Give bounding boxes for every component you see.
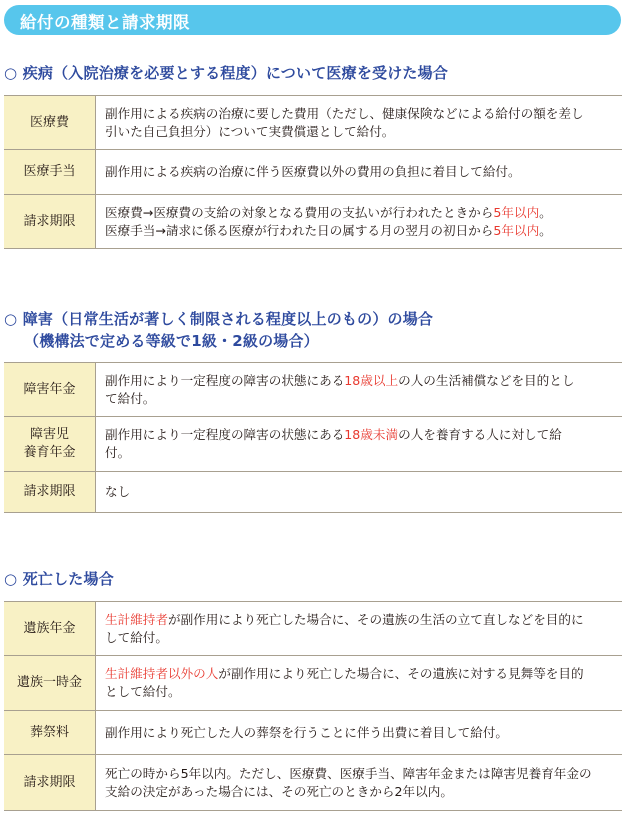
table-row-claim-deadline: [4, 195, 622, 249]
table-row-medical-expenses: [4, 96, 622, 150]
row-label: 医療手当: [4, 150, 96, 194]
table-row-medical-allowance: [4, 150, 622, 195]
row-label: 請求期限: [4, 195, 96, 248]
page-title: 給付の種類と請求期限: [20, 13, 190, 32]
table-row-survivor-pension: [4, 602, 622, 656]
row-label: 葬祭料: [4, 711, 96, 754]
row-description: 副作用による疾病の治療に伴う医療費以外の費用の負担に着目して給付。: [105, 164, 521, 179]
recipient-highlight: 生計維持者以外の人: [105, 666, 219, 681]
row-label: 遺族年金: [4, 602, 96, 655]
section-heading-death: ○ 死亡した場合: [4, 570, 114, 588]
section-heading-illness: ○ 疾病（入院治療を必要とする程度）について医療を受けた場合: [4, 64, 449, 82]
row-label: 医療費: [4, 96, 96, 149]
age-highlight: 18歳以上: [344, 372, 399, 388]
section-heading-disability: ○ 障害（日常生活が著しく制限される程度以上のもの）の場合 （機構法で定める等級で1級・2級の場合）: [4, 310, 434, 350]
row-description: 副作用により一定程度の障害の状態にある18歳未満の人を養育する人に対して給 付。: [105, 427, 562, 460]
row-description: 生計維持者が副作用により死亡した場合に、その遺族の生活の立て直しなどを目的に して給付。: [105, 611, 584, 645]
row-description: 副作用により一定程度の障害の状態にある18歳以上の人の生活補償などを目的とし て給付。: [105, 372, 575, 406]
table-row-claim-deadline: [4, 755, 622, 811]
section-illness: [4, 62, 622, 249]
row-label: 障害児 養育年金: [4, 417, 96, 471]
row-label: 請求期限: [4, 755, 96, 810]
row-description: 副作用により死亡した人の葬祭を行うことに伴う出費に着目して給付。: [105, 724, 508, 740]
row-label: 障害年金: [4, 363, 96, 416]
title-banner: [4, 5, 621, 35]
row-label: 請求期限: [4, 472, 96, 512]
table-row-funeral-expenses: [4, 711, 622, 755]
table-row-disability-pension: [4, 363, 622, 417]
row-description: 医療費→医療費の支給の対象となる費用の支払いが行われたときから5年以内。 医療手当→請求に係る医療が行われた日の属する月の翌月の初日から5年以内。: [105, 204, 552, 238]
age-highlight: 18歳未満: [344, 427, 399, 442]
deadline-highlight: 5年以内: [493, 204, 540, 220]
row-description: 生計維持者以外の人が副作用により死亡した場合に、その遺族に対する見舞等を目的 として給付。: [105, 666, 584, 699]
recipient-highlight: 生計維持者: [105, 611, 168, 627]
table-row-claim-deadline: [4, 472, 622, 513]
row-label: 遺族一時金: [4, 656, 96, 710]
row-description: 副作用による疾病の治療に要した費用（ただし、健康保険などによる給付の額を差し 引いた自己負担分）について実費償還として給付。: [105, 105, 584, 139]
table-row-survivor-lump-sum: [4, 656, 622, 711]
row-description: なし: [105, 484, 131, 499]
row-description: 死亡の時から5年以内。ただし、医療費、医療手当、障害年金または障害児養育年金の 支給の決定があった場合には、その死亡のときから2年以内。: [105, 765, 592, 799]
section-disability: [4, 308, 622, 513]
table-illness: [4, 95, 622, 249]
table-row-child-pension: [4, 417, 622, 472]
table-disability: [4, 362, 622, 513]
table-death: [4, 601, 622, 811]
deadline-highlight: 5年以内: [493, 222, 540, 238]
section-death: [4, 568, 622, 811]
